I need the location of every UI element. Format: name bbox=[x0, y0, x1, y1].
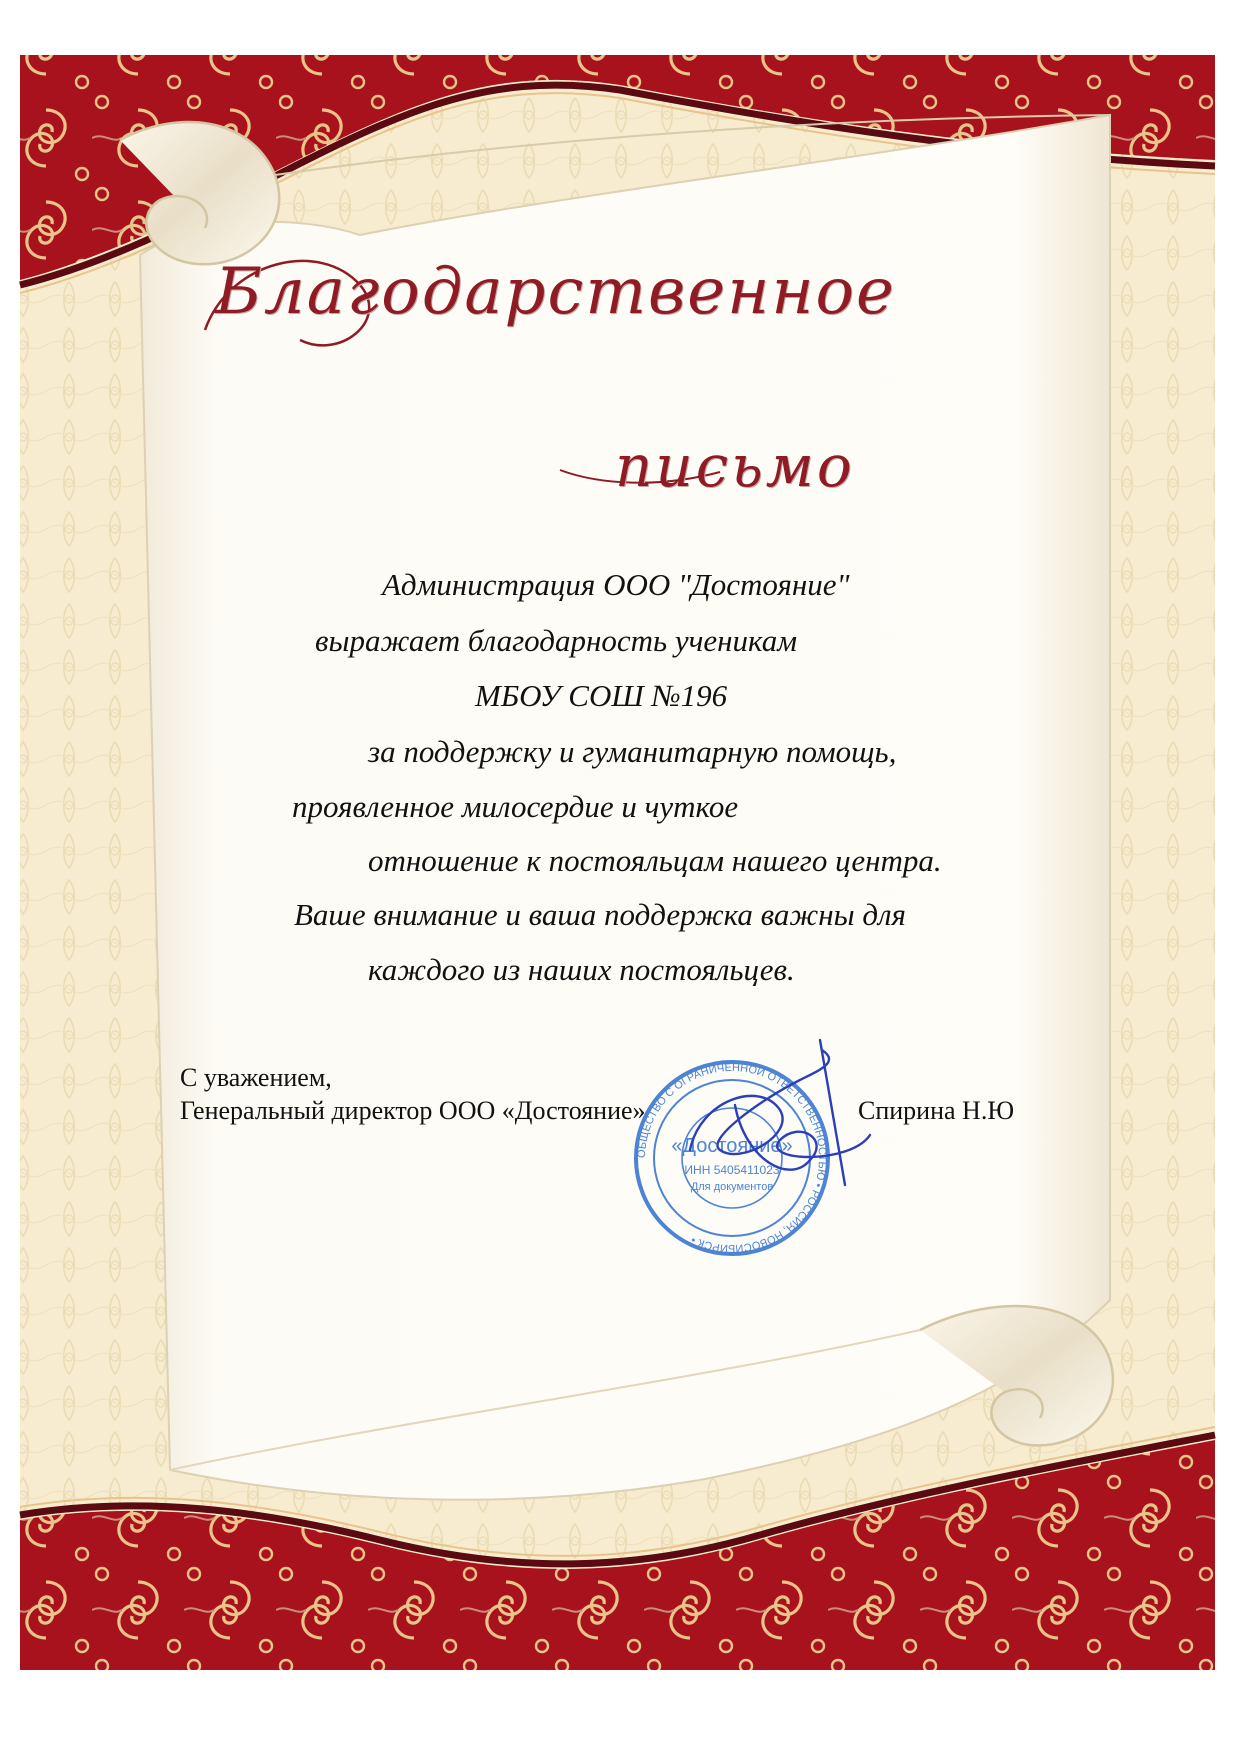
stamp-ring-text: ОБЩЕСТВО С ОГРАНИЧЕННОЙ ОТВЕТСТВЕННОСТЬЮ • РОССИЯ, НОВОСИБИРСК • bbox=[635, 1061, 829, 1255]
stamp-center-text-1: «Достояние» bbox=[671, 1135, 793, 1157]
body-line-3: МБОУ СОШ №196 bbox=[475, 678, 728, 713]
body-line-4: за поддержку и гуманитарную помощь, bbox=[368, 734, 897, 769]
body-line-1: Администрация ООО "Достояние" bbox=[382, 567, 850, 602]
body-line-6: отношение к постояльцам нашего центра. bbox=[368, 843, 942, 878]
stamp-center-text-2: ИНН 5405411023 bbox=[684, 1163, 780, 1177]
closing-line: С уважением, bbox=[180, 1063, 332, 1092]
signer-name: Спирина Н.Ю bbox=[858, 1096, 1015, 1125]
letter-title-line2: письмо bbox=[615, 432, 855, 500]
body-line-7: Ваше внимание и ваша поддержка важны для bbox=[294, 897, 906, 932]
body-line-5: проявленное милосердие и чуткое bbox=[292, 789, 739, 824]
signer-title: Генеральный директор ООО «Достояние» bbox=[180, 1096, 646, 1125]
body-line-2: выражает благодарность ученикам bbox=[315, 623, 798, 658]
letter-title-line1: Благодарственное bbox=[215, 255, 896, 329]
stamp-center-text-3: Для документов bbox=[690, 1181, 774, 1193]
body-line-8: каждого из наших постояльцев. bbox=[368, 952, 795, 987]
